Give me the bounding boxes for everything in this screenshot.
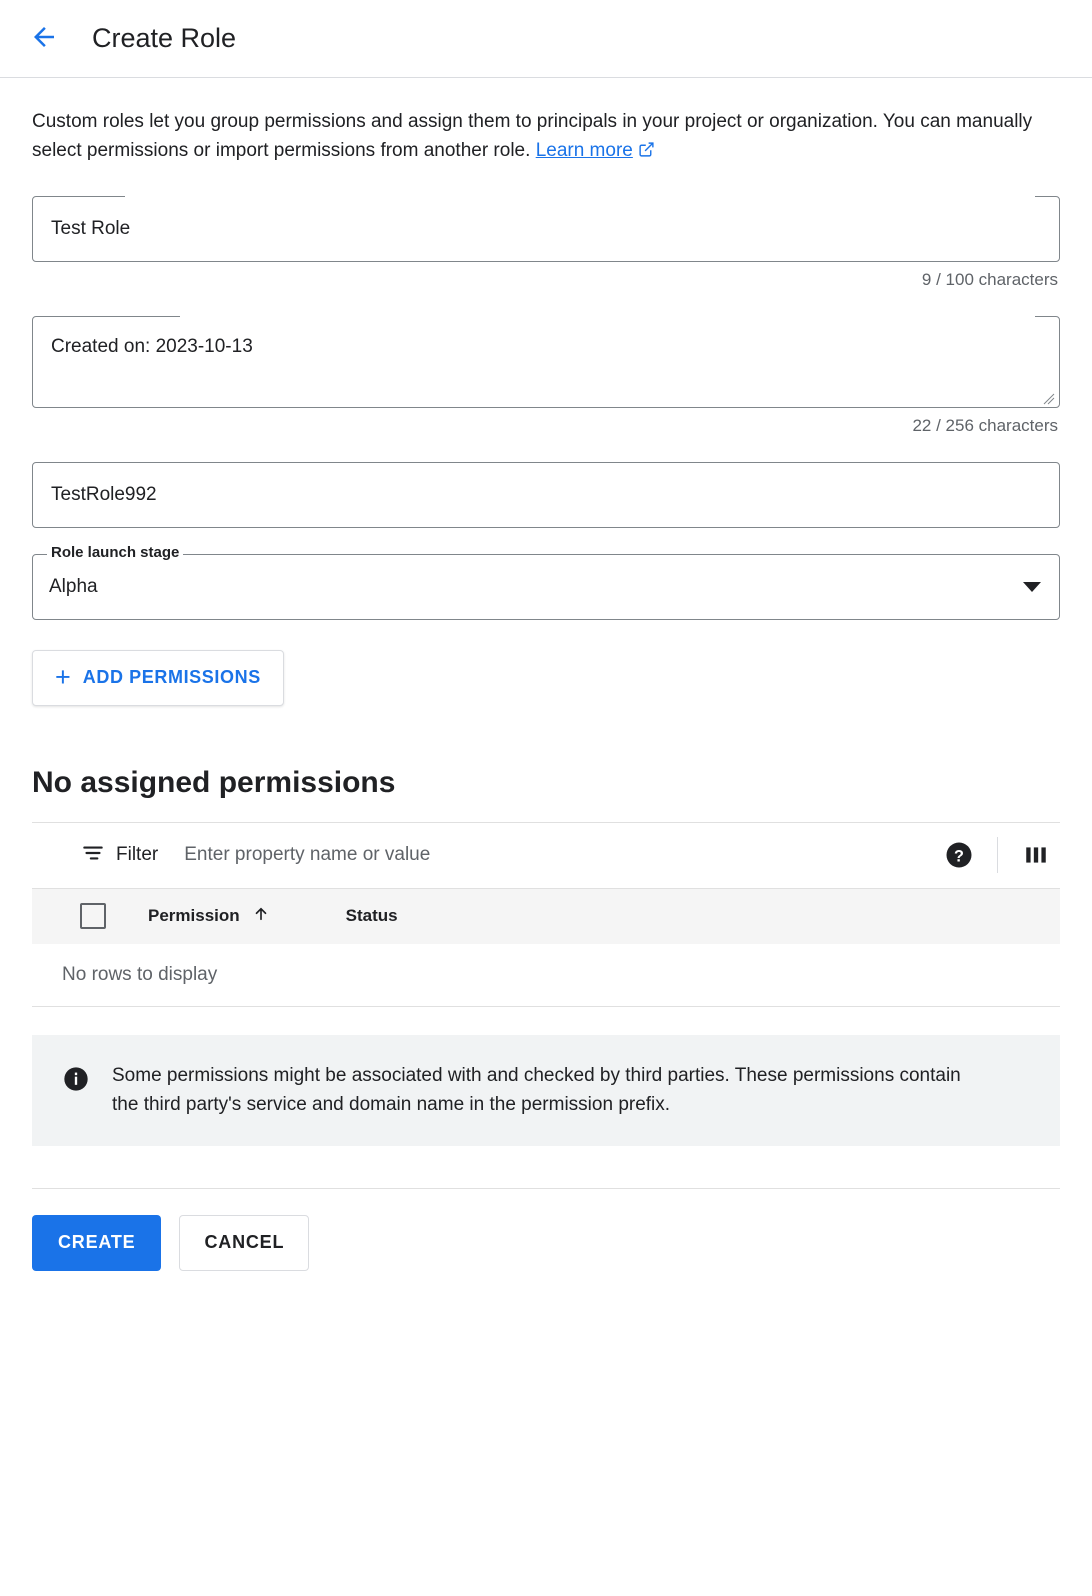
role-title-field xyxy=(32,196,1060,262)
permissions-section-title: No assigned permissions xyxy=(32,765,396,799)
column-header-status[interactable]: Status xyxy=(345,906,398,926)
role-title-counter: 9 / 100 characters xyxy=(921,269,1058,289)
role-id-box[interactable] xyxy=(32,462,1060,528)
role-id-input[interactable] xyxy=(49,483,1043,507)
page-content xyxy=(0,78,1092,1271)
add-permissions-label: ADD PERMISSIONS xyxy=(82,667,261,688)
add-permissions-button[interactable] xyxy=(32,650,284,706)
third-party-callout xyxy=(32,1035,1060,1146)
role-description-counter: 22 / 256 characters xyxy=(912,415,1058,435)
filter-input[interactable] xyxy=(182,843,939,867)
field-notch xyxy=(125,196,1035,197)
svg-text:?: ? xyxy=(954,847,964,866)
role-launch-stage-value: Alpha xyxy=(49,575,98,597)
role-title-box[interactable] xyxy=(32,196,1060,262)
column-display-options-icon[interactable] xyxy=(1016,835,1056,875)
divider xyxy=(997,837,998,873)
field-notch xyxy=(180,316,1035,317)
back-button[interactable] xyxy=(24,19,64,59)
filter-label: Filter xyxy=(116,844,159,866)
resize-handle-icon[interactable] xyxy=(1043,392,1055,404)
role-description-field xyxy=(32,316,1060,408)
permissions-table-header xyxy=(32,888,1060,944)
role-title-input[interactable] xyxy=(49,217,1043,241)
info-icon xyxy=(62,1065,90,1098)
create-button[interactable]: CREATE xyxy=(32,1215,161,1271)
role-launch-stage-select[interactable] xyxy=(32,543,1060,620)
role-description-box[interactable] xyxy=(32,316,1060,408)
page-title: Create Role xyxy=(92,23,237,53)
external-link-icon xyxy=(638,139,655,168)
arrow-left-icon xyxy=(29,22,59,55)
filter-bar xyxy=(32,822,1060,888)
page-header xyxy=(0,0,1092,78)
no-rows-message: No rows to display xyxy=(32,944,1060,1007)
role-description-input[interactable] xyxy=(49,335,1043,359)
chevron-down-icon[interactable] xyxy=(1023,582,1041,592)
column-header-permission[interactable] xyxy=(148,905,270,928)
cancel-button[interactable]: CANCEL xyxy=(179,1215,309,1271)
filter-icon[interactable] xyxy=(80,840,106,871)
arrow-up-icon xyxy=(252,905,270,928)
form-actions xyxy=(32,1188,1060,1271)
intro-paragraph xyxy=(32,108,1042,168)
third-party-callout-text: Some permissions might be associated with and checked by third parties. These permissions contain the third party's service and domain name in the permission prefix. xyxy=(112,1064,961,1116)
plus-icon: + xyxy=(55,662,71,693)
learn-more-link[interactable]: Learn more xyxy=(535,139,633,161)
role-id-field xyxy=(32,462,1060,528)
help-icon[interactable] xyxy=(939,835,979,875)
select-all-checkbox[interactable] xyxy=(80,903,106,929)
intro-text: Custom roles let you group permissions and assign them to principals in your project or organization. You can manually select permissions or import permissions from another role. xyxy=(32,111,1033,161)
column-header-permission-label: Permission xyxy=(148,906,240,926)
role-launch-stage-label: Role launch stage xyxy=(47,544,183,561)
